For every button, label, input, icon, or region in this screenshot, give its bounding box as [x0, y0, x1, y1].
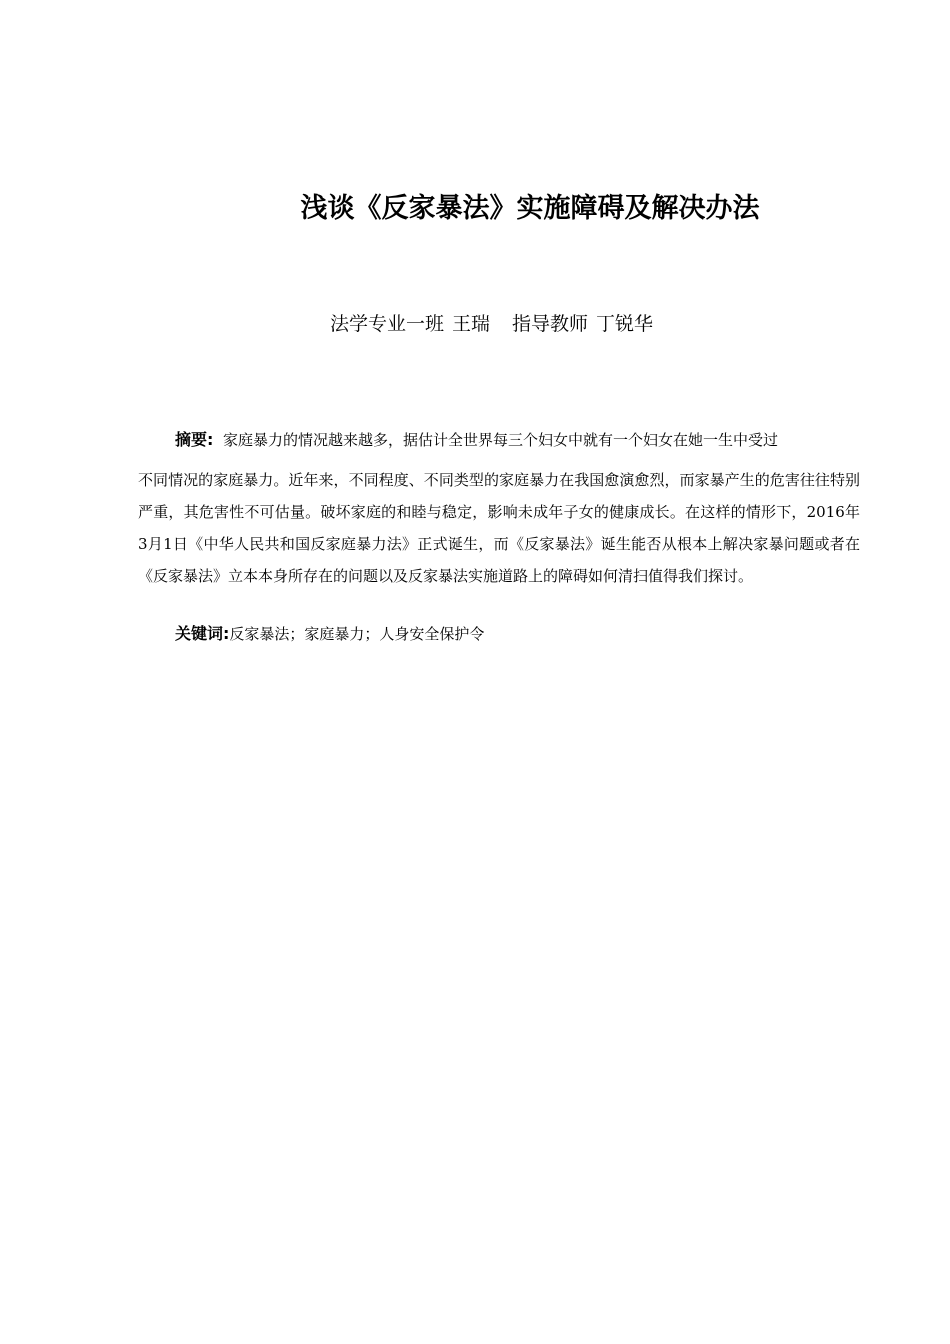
- keywords-text: 反家暴法；家庭暴力；人身安全保护令: [229, 625, 485, 643]
- keywords: [175, 619, 484, 649]
- abstract-label: 摘要:: [175, 430, 214, 449]
- document-title: 浅谈《反家暴法》实施障碍及解决办法: [300, 193, 760, 224]
- author-class: 法学专业一班: [330, 313, 445, 335]
- author-name: 王瑞: [452, 313, 491, 335]
- advisor-name: 丁锐华: [596, 313, 654, 335]
- abstract-first-line: [138, 424, 860, 456]
- abstract-first-text: 家庭暴力的情况越来越多，据估计全世界每三个妇女中就有一个妇女在她一生中受过: [222, 431, 778, 449]
- advisor-label: 指导教师: [512, 313, 589, 335]
- byline: [330, 310, 653, 338]
- keywords-label: 关键词:: [175, 624, 230, 643]
- abstract: [138, 424, 860, 592]
- abstract-body: 不同情况的家庭暴力。近年来，不同程度、不同类型的家庭暴力在我国愈演愈烈，而家暴产生的危害往往特别严重，其危害性不可估量。破坏家庭的和睦与稳定，影响未成年子女的健康成长。在这样的情形下，2016年3月1日《中华人民共和国反家庭暴力法》正式诞生，而《反家暴法》诞生能否从根本上解决家暴问题或者在《反家暴法》立本本身所存在的问题以及反家暴法实施道路上的障碍如何清扫值得我们探讨。: [138, 471, 860, 585]
